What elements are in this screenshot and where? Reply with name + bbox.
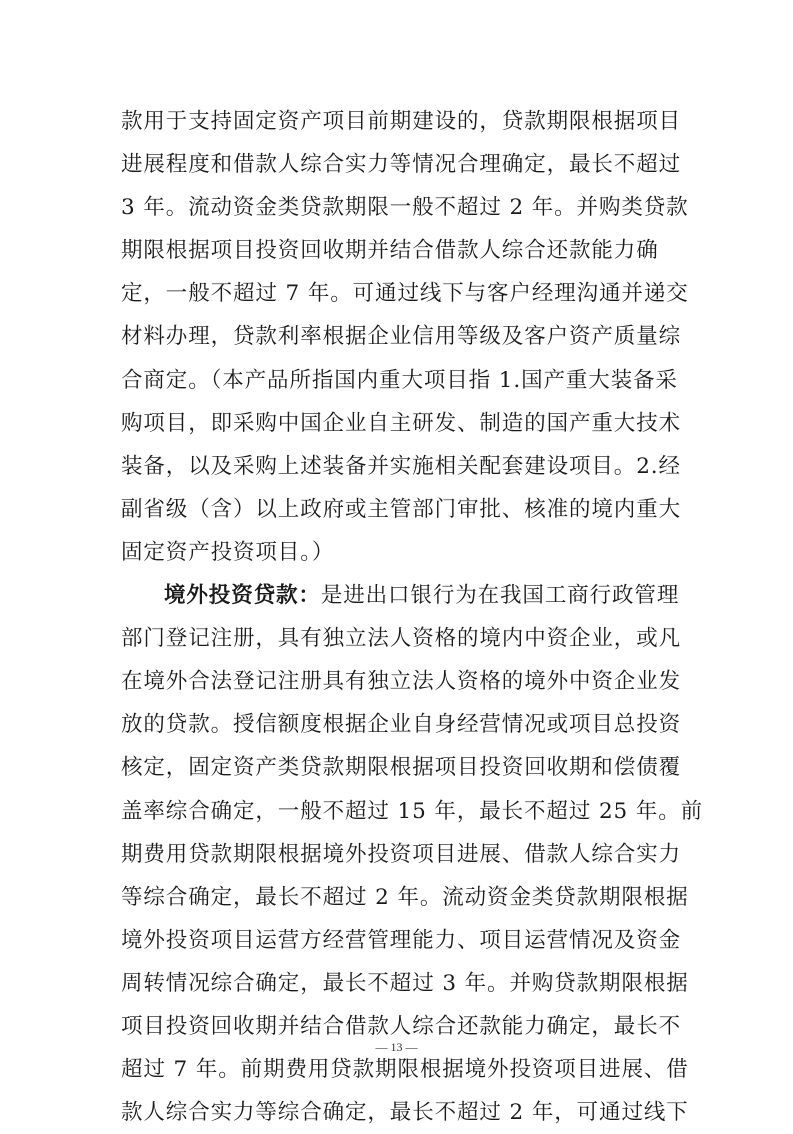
text-line: 进展程度和借款人综合实力等情况合理确定，最长不超过 — [121, 152, 682, 178]
text-line: 超过 7 年。前期费用贷款期限根据境外投资项目进展、借 — [121, 1057, 689, 1083]
text-line: 定，一般不超过 7 年。可通过线下与客户经理沟通并递交 — [121, 281, 689, 307]
text-line: 固定资产投资项目。） — [121, 539, 335, 565]
text-line: 项目投资回收期并结合借款人综合还款能力确定，最长不 — [121, 1013, 682, 1039]
page-number: — 13 — — [375, 1040, 418, 1054]
paragraph-first-line — [121, 574, 680, 617]
text-line: 周转情况综合确定，最长不超过 3 年。并购贷款期限根据 — [121, 970, 689, 996]
text-line: 盖率综合确定，一般不超过 15 年，最长不超过 25 年。前 — [121, 798, 704, 824]
paragraph-domestic-loan — [121, 100, 689, 574]
text-line: 部门登记注册，具有独立法人资格的境内中资企业，或凡 — [121, 626, 682, 652]
text-line: 境外投资项目运营方经营管理能力、项目运营情况及资金 — [121, 927, 682, 953]
text-line: 期限根据项目投资回收期并结合借款人综合还款能力确 — [121, 238, 659, 264]
text-line: 3 年。流动资金类贷款期限一般不超过 2 年。并购类贷款 — [121, 195, 689, 221]
term-overseas-investment-loan: 境外投资贷款： — [164, 583, 321, 609]
paragraph-first-line-text: 是进出口银行为在我国工商行政管理 — [320, 583, 680, 609]
text-line: 核定，固定资产类贷款期限根据项目投资回收期和偿债覆 — [121, 755, 682, 781]
text-line: 装备，以及采购上述装备并实施相关配套建设项目。2.经 — [121, 453, 681, 479]
text-line: 款人综合实力等综合确定，最长不超过 2 年，可通过线下 — [121, 1100, 689, 1126]
text-line: 等综合确定，最长不超过 2 年。流动资金类贷款期限根据 — [121, 884, 689, 910]
text-line: 副省级（含）以上政府或主管部门审批、核准的境内重大 — [121, 496, 682, 522]
text-line: 合商定。（本产品所指国内重大项目指 1.国产重大装备采 — [121, 367, 678, 393]
text-line: 材料办理，贷款利率根据企业信用等级及客户资产质量综 — [121, 324, 682, 350]
text-line: 期费用贷款期限根据境外投资项目进展、借款人综合实力 — [121, 841, 682, 867]
text-line: 在境外合法登记注册具有独立法人资格的境外中资企业发 — [121, 669, 682, 695]
text-line: 放的贷款。授信额度根据企业自身经营情况或项目总投资 — [121, 712, 682, 738]
text-line: 购项目，即采购中国企业自主研发、制造的国产重大技术 — [121, 410, 682, 436]
document-body — [121, 100, 704, 1134]
text-line: 款用于支持固定资产项目前期建设的，贷款期限根据项目 — [121, 109, 682, 134]
